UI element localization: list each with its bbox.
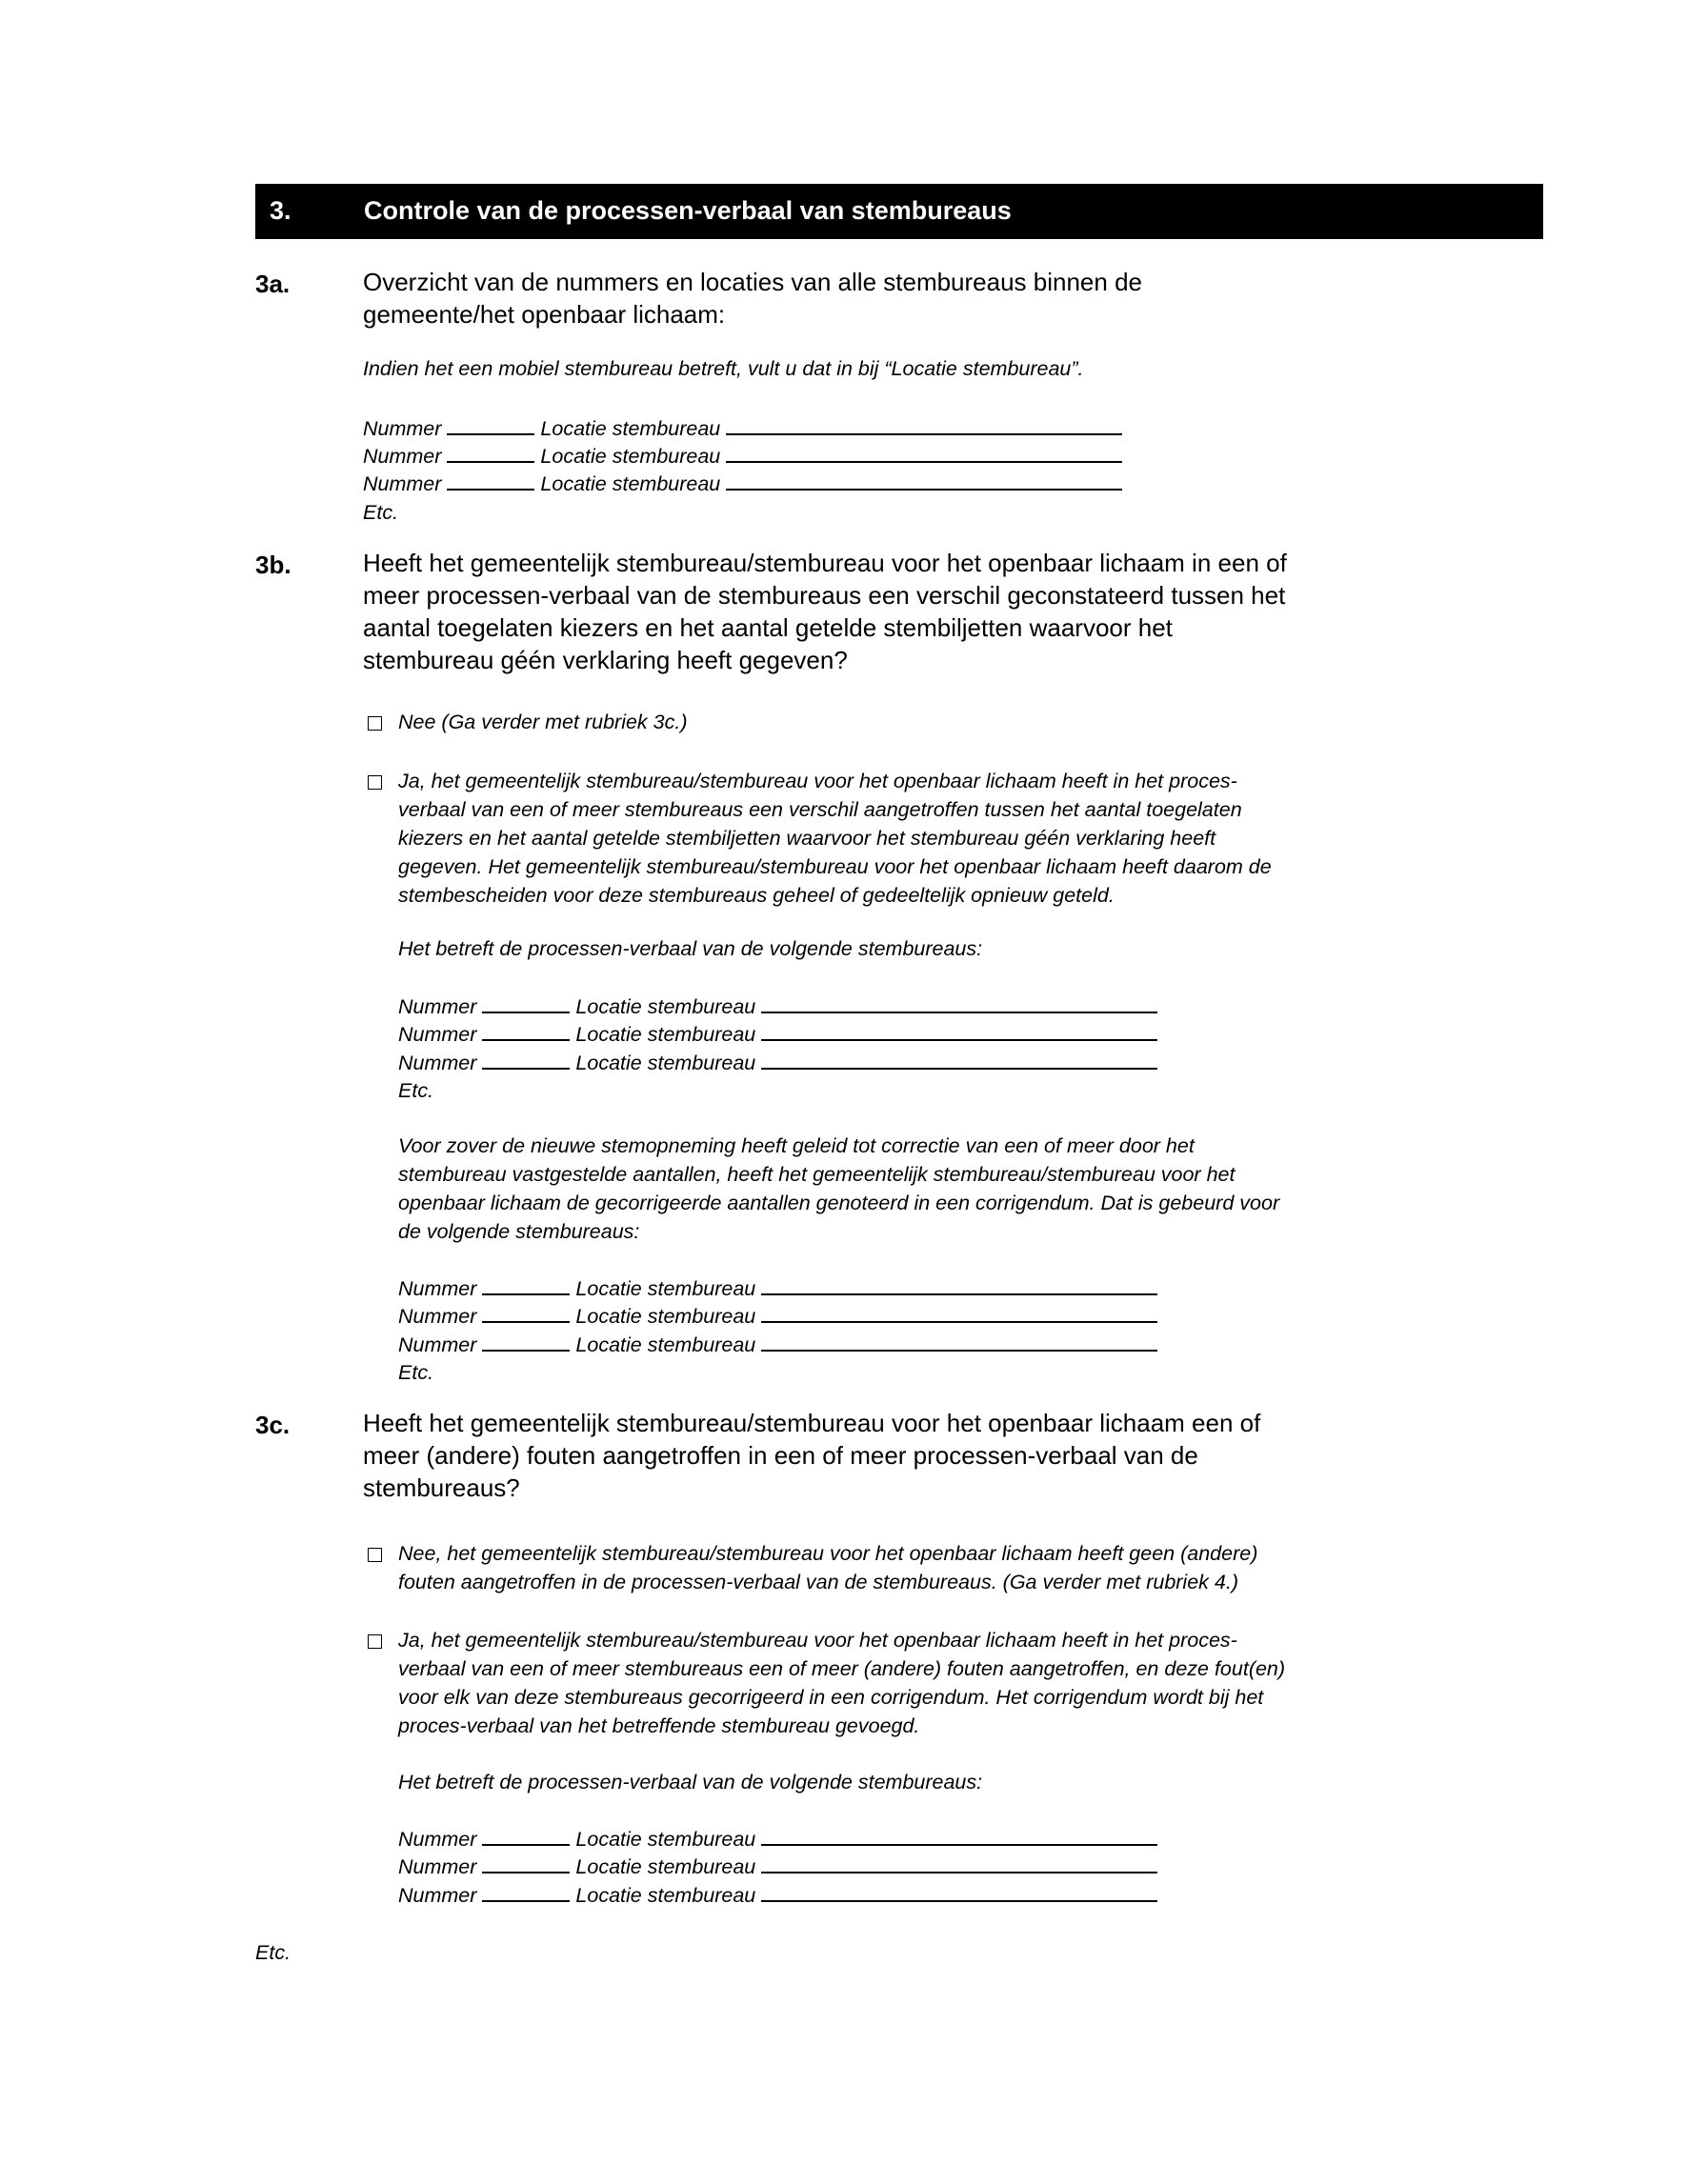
polling-station-row (398, 1304, 1157, 1332)
option-3c-no-text (398, 1539, 1257, 1596)
number-field[interactable] (482, 1276, 570, 1295)
option-line: proces-verbaal van het betreffende stembureau gevoegd. (398, 1714, 920, 1737)
list-intro (398, 1132, 1279, 1246)
polling-station-row (363, 471, 1122, 499)
etc-text: Etc. (398, 1361, 434, 1384)
option-line: Ja, het gemeentelijk stembureau/stembureau voor het openbaar lichaam heeft in het proces- (398, 1629, 1237, 1652)
number-field[interactable] (482, 1022, 570, 1041)
number-field[interactable] (447, 471, 534, 491)
polling-station-row (398, 1332, 1157, 1360)
polling-station-row (398, 1883, 1157, 1911)
polling-station-row (398, 1051, 1157, 1078)
section-title: Controle van de processen-verbaal van stembureaus (364, 196, 1012, 225)
polling-station-row (398, 1276, 1157, 1304)
polling-station-row (398, 994, 1157, 1022)
question-line: meer processen-verbaal van de stembureaus een verschil geconstateerd tussen het (363, 581, 1286, 610)
number-label: Nummer (398, 1333, 477, 1356)
section-3c-label: 3c. (255, 1411, 291, 1439)
location-field[interactable] (761, 1276, 1157, 1295)
location-label: Locatie stembureau (575, 1855, 756, 1878)
etc-text: Etc. (398, 1079, 434, 1102)
polling-station-row (363, 416, 1122, 444)
checkbox-3b-no[interactable] (368, 716, 382, 731)
question-line: Heeft het gemeentelijk stembureau/stembureau voor het openbaar lichaam een of (363, 1409, 1261, 1437)
number-field[interactable] (482, 1304, 570, 1323)
option-3c-yes-text (398, 1626, 1285, 1740)
list-intro: Het betreft de processen-verbaal van de volgende stembureaus: (398, 937, 983, 960)
intro-line: stembureau vastgestelde aantallen, heeft het gemeentelijk stembureau/stembureau voor het (398, 1163, 1236, 1186)
list-intro: Het betreft de processen-verbaal van de volgende stembureaus: (398, 1771, 983, 1793)
question-line: Heeft het gemeentelijk stembureau/stembureau voor het openbaar lichaam in een of (363, 549, 1287, 577)
section-header-bar (255, 184, 1543, 239)
option-3b-no-text (398, 708, 688, 736)
intro-line: de volgende stembureaus: (398, 1220, 640, 1243)
question-line: Overzicht van de nummers en locaties van alle stembureaus binnen de (363, 268, 1142, 296)
polling-station-row (398, 1022, 1157, 1050)
location-field[interactable] (761, 1883, 1157, 1902)
number-label: Nummer (363, 445, 442, 468)
location-label: Locatie stembureau (575, 1884, 756, 1907)
location-field[interactable] (726, 444, 1122, 463)
number-label: Nummer (398, 1023, 477, 1046)
polling-station-row (398, 1827, 1157, 1854)
location-label: Locatie stembureau (575, 995, 756, 1018)
location-field[interactable] (761, 1051, 1157, 1070)
section-3c-question (363, 1407, 1260, 1504)
section-3b-label: 3b. (255, 551, 291, 579)
option-line: gegeven. Het gemeentelijk stembureau/stembureau voor het openbaar lichaam heeft daarom de (398, 855, 1272, 878)
location-field[interactable] (726, 416, 1122, 435)
number-label: Nummer (398, 1828, 477, 1851)
number-field[interactable] (447, 416, 534, 435)
location-field[interactable] (761, 1022, 1157, 1041)
location-field[interactable] (761, 1332, 1157, 1352)
option-line: Ja, het gemeentelijk stembureau/stembureau voor het openbaar lichaam heeft in het proces- (398, 770, 1237, 792)
checkbox-3c-yes[interactable] (368, 1634, 382, 1649)
option-line: kiezers en het aantal getelde stembiljetten waarvoor het stembureau géén verklaring heeft (398, 827, 1216, 850)
location-label: Locatie stembureau (540, 472, 721, 495)
location-field[interactable] (761, 1304, 1157, 1323)
number-label: Nummer (363, 417, 442, 440)
location-label: Locatie stembureau (575, 1023, 756, 1046)
location-label: Locatie stembureau (575, 1333, 756, 1356)
etc-text: Etc. (363, 501, 399, 524)
location-field[interactable] (761, 994, 1157, 1013)
number-label: Nummer (398, 1855, 477, 1878)
checkbox-3c-no[interactable] (368, 1548, 382, 1562)
option-line: verbaal van een of meer stembureaus een verschil aangetroffen tussen het aantal toegelaten (398, 798, 1242, 821)
question-line: stembureaus? (363, 1473, 520, 1502)
section-3a-question (363, 266, 1142, 331)
option-line: Nee, het gemeentelijk stembureau/stembureau voor het openbaar lichaam heeft geen (andere) (398, 1542, 1258, 1565)
number-label: Nummer (398, 1884, 477, 1907)
section-3b-question (363, 547, 1287, 676)
section-3a-label: 3a. (255, 270, 291, 298)
number-field[interactable] (482, 994, 570, 1013)
location-label: Locatie stembureau (575, 1828, 756, 1851)
option-line: verbaal van een of meer stembureaus een of meer (andere) fouten aangetroffen, en deze fout(en) (398, 1657, 1286, 1680)
section-number: 3. (270, 196, 291, 225)
location-field[interactable] (726, 471, 1122, 491)
location-field[interactable] (761, 1827, 1157, 1846)
number-label: Nummer (398, 1277, 477, 1300)
location-label: Locatie stembureau (540, 445, 721, 468)
number-field[interactable] (482, 1051, 570, 1070)
footer-etc-text: Etc. (255, 1941, 291, 1964)
polling-station-row (398, 1854, 1157, 1882)
number-label: Nummer (398, 1305, 477, 1328)
number-label: Nummer (398, 995, 477, 1018)
location-label: Locatie stembureau (575, 1052, 756, 1074)
option-line: stembescheiden voor deze stembureaus geheel of gedeeltelijk opnieuw geteld. (398, 884, 1115, 907)
location-label: Locatie stembureau (575, 1305, 756, 1328)
option-3b-yes-text (398, 767, 1272, 910)
number-field[interactable] (482, 1854, 570, 1873)
option-line: Nee (Ga verder met rubriek 3c.) (398, 711, 688, 733)
number-field[interactable] (482, 1332, 570, 1352)
number-label: Nummer (363, 472, 442, 495)
number-field[interactable] (482, 1883, 570, 1902)
question-line: aantal toegelaten kiezers en het aantal getelde stembiljetten waarvoor het (363, 613, 1173, 642)
option-line: fouten aangetroffen in de processen-verbaal van de stembureaus. (Ga verder met rubriek 4.) (398, 1571, 1238, 1593)
location-field[interactable] (761, 1854, 1157, 1873)
section-3a-note: Indien het een mobiel stembureau betreft, vult u dat in bij “Locatie stembureau”. (363, 357, 1084, 380)
checkbox-3b-yes[interactable] (368, 775, 382, 790)
location-label: Locatie stembureau (575, 1277, 756, 1300)
question-line: stembureau géén verklaring heeft gegeven? (363, 646, 848, 674)
question-line: meer (andere) fouten aangetroffen in een of meer processen-verbaal van de (363, 1441, 1198, 1470)
option-line: voor elk van deze stembureaus gecorrigeerd in een corrigendum. Het corrigendum wordt bij het (398, 1686, 1264, 1709)
number-field[interactable] (482, 1827, 570, 1846)
number-field[interactable] (447, 444, 534, 463)
number-label: Nummer (398, 1052, 477, 1074)
location-label: Locatie stembureau (540, 417, 721, 440)
intro-line: openbaar lichaam de gecorrigeerde aantallen genoteerd in een corrigendum. Dat is gebeurd voor (398, 1192, 1280, 1214)
intro-line: Voor zover de nieuwe stemopneming heeft geleid tot correctie van een of meer door het (398, 1134, 1195, 1157)
polling-station-row (363, 444, 1122, 471)
question-line: gemeente/het openbaar lichaam: (363, 300, 726, 329)
